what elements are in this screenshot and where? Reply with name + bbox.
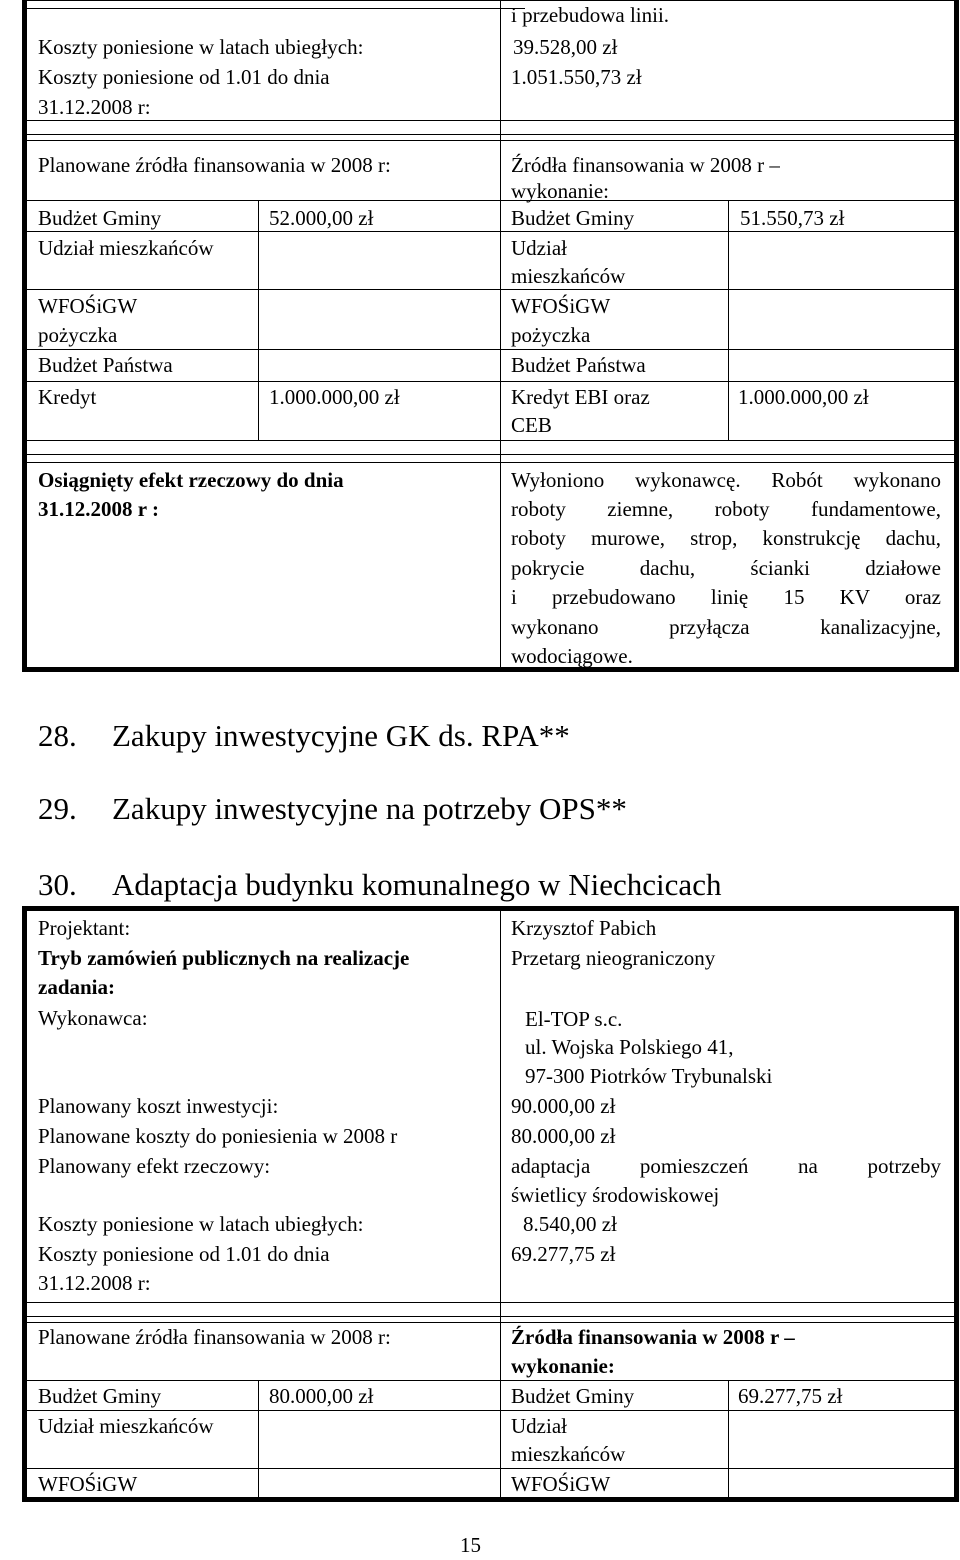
row-kredyt-actual-label-2: CEB	[511, 413, 552, 437]
table-rule	[27, 440, 954, 441]
effect-label: Osiągnięty efekt rzeczowy do dnia	[38, 468, 344, 492]
table-rule	[27, 462, 954, 463]
row-budzet-gminy-value: 80.000,00 zł	[269, 1384, 374, 1408]
planned-effect-value-2: świetlicy środowiskowej	[511, 1183, 720, 1207]
effect-line: roboty ziemne, roboty fundamentowe,	[511, 497, 941, 521]
costs-since-value: 69.277,75 zł	[511, 1242, 616, 1266]
row-kredyt-actual-label: Kredyt EBI oraz	[511, 385, 650, 409]
procurement-label: Tryb zamówień publicznych na realizacje	[38, 946, 410, 970]
row-udzial-actual-label: Udział	[511, 1414, 567, 1438]
planned-2008-value: 80.000,00 zł	[511, 1124, 616, 1148]
row-udzial-actual-label-2: mieszkańców	[511, 1442, 626, 1466]
row-budzet-gminy-label: Budżet Gminy	[38, 1384, 162, 1408]
heading-title: Zakupy inwestycyjne na potrzeby OPS**	[112, 791, 627, 826]
planned-2008-label: Planowane koszty do poniesienia w 2008 r	[38, 1124, 398, 1148]
table-divider	[728, 1380, 729, 1498]
table-rule	[27, 120, 954, 121]
row-udzial-label: Udział mieszkańców	[38, 1414, 214, 1438]
planned-cost-label: Planowany koszt inwestycji:	[38, 1094, 279, 1118]
actual-sources-label: Źródła finansowania w 2008 r –	[511, 153, 780, 177]
row-budzet-gminy-actual-value: 69.277,75 zł	[738, 1384, 843, 1408]
table-rule	[27, 289, 954, 290]
row-budzet-gminy-actual-value: 51.550,73 zł	[740, 206, 845, 230]
row-wfosigw-label: WFOŚiGW	[38, 294, 138, 318]
designer-value: Krzysztof Pabich	[511, 916, 657, 940]
procurement-label-2: zadania:	[38, 975, 116, 999]
designer-label: Projektant:	[38, 916, 131, 940]
row-budzet-gminy-actual-label: Budżet Gminy	[511, 206, 635, 230]
table-rule	[27, 1316, 954, 1317]
row-budzet-gminy-label: Budżet Gminy	[38, 206, 162, 230]
text-line-top: i przebudowa linii.	[511, 3, 670, 27]
planned-sources-label: Planowane źródła finansowania w 2008 r:	[38, 153, 391, 177]
costs-since-label-2: 31.12.2008 r:	[38, 95, 151, 119]
costs-since-label-2: 31.12.2008 r:	[38, 1271, 151, 1295]
heading-title: Zakupy inwestycyjne GK ds. RPA**	[112, 718, 570, 753]
row-wfosigw-actual-label-2: pożyczka	[511, 323, 591, 347]
costs-prev-label: Koszty poniesione w latach ubiegłych:	[38, 1212, 364, 1236]
section-heading-28	[38, 716, 570, 756]
table-rule	[27, 140, 954, 141]
heading-title: Adaptacja budynku komunalnego w Niechcicach	[112, 867, 722, 902]
row-udzial-actual-label-2: mieszkańców	[511, 264, 626, 288]
table-divider	[258, 1380, 259, 1498]
contractor-label: Wykonawca:	[38, 1006, 148, 1030]
table-rule	[27, 1468, 954, 1469]
table-divider	[500, 910, 501, 1322]
planned-effect-label: Planowany efekt rzeczowy:	[38, 1154, 271, 1178]
effect-line: wykonano przyłącza kanalizacyjne,	[511, 615, 941, 639]
planned-cost-value: 90.000,00 zł	[511, 1094, 616, 1118]
row-wfosigw-actual-label: WFOŚiGW	[511, 1472, 611, 1496]
row-budzet-panstwa-actual-label: Budżet Państwa	[511, 353, 646, 377]
table-rule	[27, 1302, 954, 1303]
row-udzial-label: Udział mieszkańców	[38, 236, 214, 260]
actual-sources-label-2: wykonanie:	[511, 1354, 615, 1378]
row-budzet-panstwa-label: Budżet Państwa	[38, 353, 173, 377]
costs-prev-value: 8.540,00 zł	[523, 1212, 617, 1236]
row-udzial-actual-label: Udział	[511, 236, 567, 260]
row-kredyt-actual-value: 1.000.000,00 zł	[738, 385, 869, 409]
costs-since-value: 1.051.550,73 zł	[511, 65, 642, 89]
effect-line: pokrycie dachu, ścianki działowe	[511, 556, 941, 580]
effect-label-2: 31.12.2008 r :	[38, 497, 159, 521]
table-rule	[27, 200, 954, 201]
effect-line: roboty murowe, strop, konstrukcję dachu,	[511, 526, 941, 550]
table-rule	[27, 134, 954, 135]
table-rule	[27, 454, 954, 455]
table-divider	[500, 0, 501, 672]
effect-line: wodociągowe.	[511, 644, 633, 668]
row-wfosigw-label-2: pożyczka	[38, 323, 118, 347]
row-wfosigw-label: WFOŚiGW	[38, 1472, 138, 1496]
heading-number: 30.	[38, 867, 77, 902]
row-budzet-gminy-actual-label: Budżet Gminy	[511, 1384, 635, 1408]
heading-number: 28.	[38, 718, 77, 753]
costs-prev-value: 39.528,00 zł	[513, 35, 618, 59]
table-divider	[728, 200, 729, 440]
page-number: 15	[460, 1533, 481, 1557]
table-rule	[27, 8, 525, 9]
effect-line: Wyłoniono wykonawcę. Robót wykonano	[511, 468, 941, 492]
effect-line: i przebudowano linię 15 KV oraz	[511, 585, 941, 609]
costs-prev-label: Koszty poniesione w latach ubiegłych:	[38, 35, 364, 59]
actual-sources-label-2: wykonanie:	[511, 179, 609, 203]
row-wfosigw-actual-label: WFOŚiGW	[511, 294, 611, 318]
costs-since-label: Koszty poniesione od 1.01 do dnia	[38, 65, 330, 89]
section-heading-29	[38, 789, 627, 829]
row-kredyt-label: Kredyt	[38, 385, 97, 409]
heading-number: 29.	[38, 791, 77, 826]
planned-sources-label: Planowane źródła finansowania w 2008 r:	[38, 1325, 391, 1349]
table-divider	[258, 200, 259, 440]
procurement-value: Przetarg nieograniczony	[511, 946, 716, 970]
row-kredyt-value: 1.000.000,00 zł	[269, 385, 400, 409]
planned-effect-value: adaptacja pomieszczeń na potrzeby	[511, 1154, 941, 1178]
contractor-line: 97-300 Piotrków Trybunalski	[525, 1064, 773, 1088]
costs-since-label: Koszty poniesione od 1.01 do dnia	[38, 1242, 330, 1266]
actual-sources-label: Źródła finansowania w 2008 r –	[511, 1325, 795, 1349]
section-heading-30	[38, 865, 721, 905]
contractor-line: ul. Wojska Polskiego 41,	[525, 1035, 734, 1059]
contractor-line: El-TOP s.c.	[525, 1007, 623, 1031]
row-budzet-gminy-value: 52.000,00 zł	[269, 206, 374, 230]
